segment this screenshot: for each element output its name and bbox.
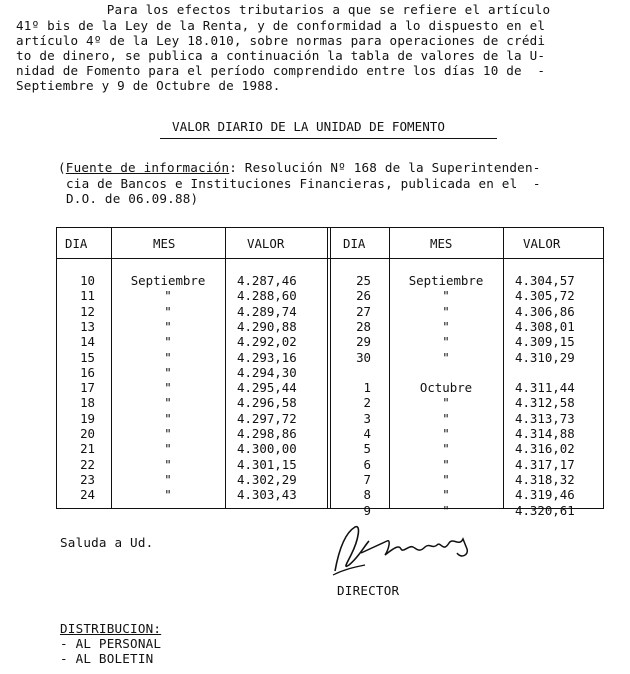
title-underline	[160, 138, 497, 139]
cell-mes-right: Septiembre	[408, 273, 484, 288]
source-line-2: cia de Bancos e Instituciones Financieras, publicada en el -	[66, 176, 541, 191]
source-line-1	[58, 160, 541, 175]
cell-mes-right: "	[442, 303, 450, 319]
cell-dia-right: 5	[363, 441, 371, 457]
source-open-paren: (	[58, 160, 66, 175]
cell-valor-left: 4.295,44	[237, 380, 297, 396]
header-mes-left: MES	[153, 236, 176, 251]
cell-mes-left: "	[164, 456, 172, 472]
intro-line-2: 41º bis de la Ley de la Renta, y de conformidad a lo dispuesto en el	[16, 18, 546, 33]
cell-valor-right: 4.304,57	[515, 273, 575, 288]
cell-dia-left: 21	[80, 441, 95, 457]
cell-valor-right: 4.314,88	[515, 426, 575, 441]
cell-valor-left: 4.290,88	[237, 318, 297, 334]
cell-valor-right: 4.312,58	[515, 395, 575, 411]
col-divider	[503, 228, 504, 508]
cell-valor-left: 4.288,60	[237, 288, 297, 304]
cell-dia-left: 13	[80, 318, 95, 334]
cell-mes-left: "	[164, 318, 172, 334]
cell-mes-left: "	[164, 426, 172, 441]
header-valor-right: VALOR	[523, 236, 561, 251]
cell-dia-left: 12	[80, 303, 95, 319]
cell-mes-left: "	[164, 303, 172, 319]
cell-dia-left: 11	[80, 288, 95, 304]
cell-mes-left: "	[164, 334, 172, 350]
cell-valor-right: 4.308,01	[515, 318, 575, 334]
cell-valor-left: 4.300,00	[237, 441, 297, 457]
cell-valor-left: 4.297,72	[237, 410, 297, 426]
cell-dia-right: 26	[356, 288, 371, 304]
cell-mes-left: "	[164, 410, 172, 426]
cell-valor-right: 4.311,44	[515, 380, 575, 396]
cell-valor-right: 4.310,29	[515, 349, 575, 365]
cell-dia-right: 2	[363, 395, 371, 411]
cell-mes-right: "	[442, 487, 450, 503]
cell-dia-left: 23	[80, 471, 95, 487]
cell-mes-right: "	[442, 288, 450, 304]
cell-dia-left: 15	[80, 349, 95, 365]
cell-dia-left: 17	[80, 380, 95, 396]
cell-valor-right: 4.306,86	[515, 303, 575, 319]
closing-salutation: Saluda a Ud.	[60, 535, 154, 550]
intro-line-1: Para los efectos tributarios a que se refiere el artículo	[60, 2, 551, 17]
cell-mes-right: "	[442, 334, 450, 350]
cell-mes-right: "	[442, 471, 450, 487]
distribution-item: - AL BOLETIN	[60, 651, 154, 666]
cell-mes-right: "	[442, 426, 450, 441]
cell-mes-left: Septiembre	[130, 273, 206, 288]
cell-mes-right: "	[442, 395, 450, 411]
distribution-item: - AL PERSONAL	[60, 636, 162, 651]
cell-valor-left: 4.301,15	[237, 456, 297, 472]
cell-valor-left: 4.293,16	[237, 349, 297, 365]
cell-dia-left: 18	[80, 395, 95, 411]
source-label: Fuente de información	[65, 160, 230, 175]
cell-dia-left: 10	[80, 273, 95, 288]
cell-mes-right: "	[442, 456, 450, 472]
cell-dia-left: 22	[80, 456, 95, 472]
cell-dia-right: 25	[356, 273, 371, 288]
cell-mes-right: "	[442, 441, 450, 457]
cell-dia-left: 14	[80, 334, 95, 350]
cell-valor-right: 4.305,72	[515, 288, 575, 304]
header-dia-left: DIA	[65, 236, 88, 251]
cell-mes-right: "	[442, 349, 450, 365]
cell-valor-right: 4.309,15	[515, 334, 575, 350]
cell-valor-left: 4.289,74	[237, 303, 297, 319]
cell-valor-right: 4.318,32	[515, 471, 575, 487]
cell-valor-left: 4.298,86	[237, 426, 297, 441]
cell-dia-right: 28	[356, 318, 371, 334]
cell-mes-left: "	[164, 487, 172, 503]
cell-valor-right: 4.320,61	[515, 502, 575, 518]
cell-valor-left: 4.287,46	[237, 273, 297, 288]
cell-valor-right: 4.317,17	[515, 456, 575, 472]
cell-dia-right: 1	[363, 380, 371, 396]
intro-line-6: Septiembre y 9 de Octubre de 1988.	[16, 78, 281, 93]
cell-mes-left: "	[164, 395, 172, 411]
cell-valor-left: 4.294,30	[237, 364, 297, 380]
source-line-3: D.O. de 06.09.88)	[66, 191, 199, 206]
uf-table	[56, 227, 604, 518]
cell-dia-right: 30	[356, 349, 371, 365]
cell-valor-right: 4.319,46	[515, 487, 575, 503]
cell-dia-right: 9	[363, 502, 371, 518]
distribution-heading: DISTRIBUCION:	[60, 621, 162, 636]
cell-dia-right: 4	[363, 426, 371, 441]
cell-mes-right: "	[442, 318, 450, 334]
page-title: VALOR DIARIO DE LA UNIDAD DE FOMENTO	[172, 119, 445, 134]
cell-valor-left: 4.302,29	[237, 471, 297, 487]
cell-valor-left: 4.292,02	[237, 334, 297, 350]
cell-dia-right: 3	[363, 410, 371, 426]
cell-dia-right: 7	[363, 471, 371, 487]
signer-title: DIRECTOR	[337, 583, 400, 598]
cell-mes-left: "	[164, 288, 172, 304]
cell-mes-left: "	[164, 349, 172, 365]
header-valor-left: VALOR	[247, 236, 285, 251]
cell-dia-right: 6	[363, 456, 371, 472]
cell-dia-left: 24	[80, 487, 95, 503]
cell-mes-left: "	[164, 380, 172, 396]
cell-valor-right: 4.313,73	[515, 410, 575, 426]
intro-line-4: to de dinero, se publica a continuación la tabla de valores de la U-	[16, 48, 546, 63]
cell-mes-right: "	[442, 410, 450, 426]
cell-mes-right: "	[442, 502, 450, 518]
cell-mes-left: "	[164, 441, 172, 457]
col-divider	[225, 228, 226, 508]
table-double-divider	[327, 228, 331, 508]
cell-valor-right: 4.316,02	[515, 441, 575, 457]
signature	[325, 519, 485, 579]
cell-mes-right: Octubre	[419, 380, 473, 396]
cell-dia-left: 19	[80, 410, 95, 426]
cell-mes-left: "	[164, 471, 172, 487]
cell-dia-left: 16	[80, 364, 95, 380]
header-mes-right: MES	[430, 236, 453, 251]
cell-dia-left: 20	[80, 426, 95, 441]
cell-dia-right: 8	[363, 487, 371, 503]
source-rest: : Resolución Nº 168 de la Superintenden-	[229, 160, 541, 175]
intro-line-5: nidad de Fomento para el período comprendido entre los días 10 de -	[16, 63, 546, 78]
cell-dia-right: 27	[356, 303, 371, 319]
cell-valor-left: 4.303,43	[237, 487, 297, 503]
cell-dia-right: 29	[356, 334, 371, 350]
cell-mes-left: "	[164, 364, 172, 380]
header-dia-right: DIA	[343, 236, 366, 251]
cell-valor-left: 4.296,58	[237, 395, 297, 411]
intro-line-3: artículo 4º de la Ley 18.010, sobre normas para operaciones de crédi	[16, 33, 546, 48]
